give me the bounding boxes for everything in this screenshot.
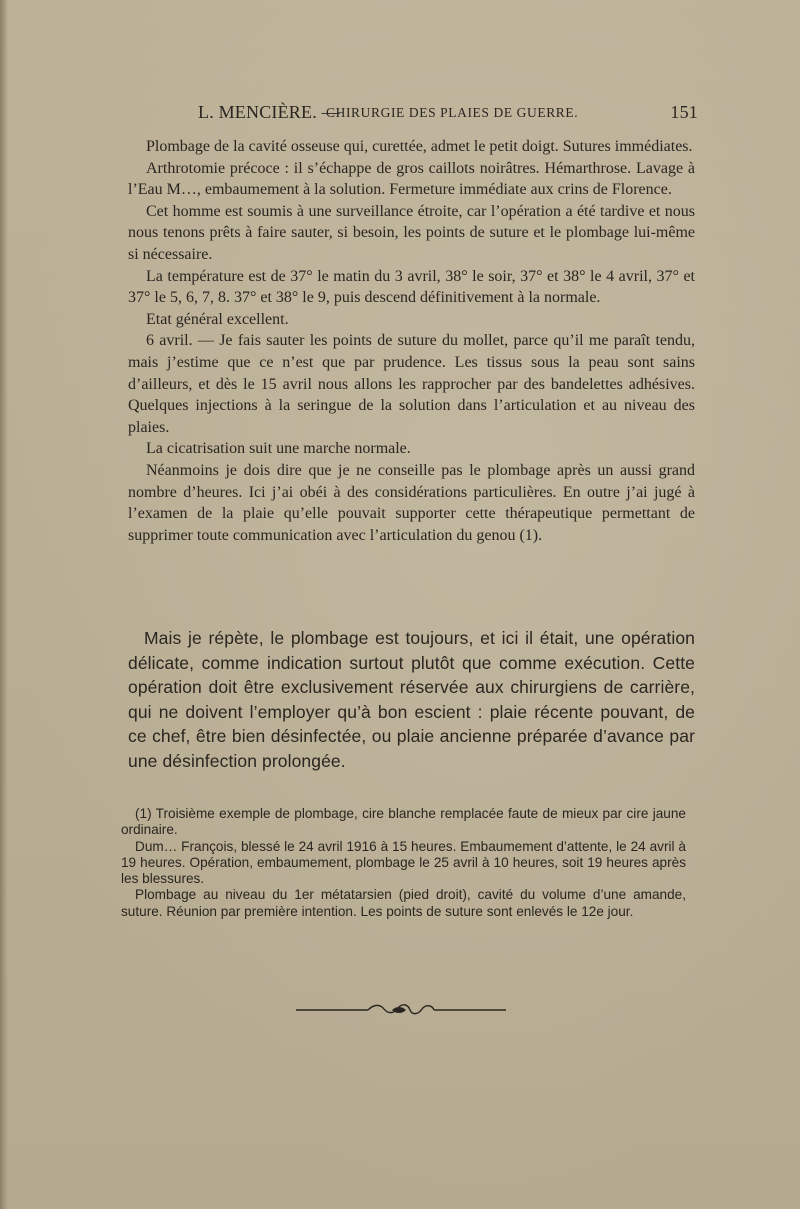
- header-author: L. MENCIÈRE. —: [198, 102, 340, 122]
- running-header: [198, 102, 698, 126]
- paragraph: Plombage de la cavité osseuse qui, curettée, admet le petit doigt. Sutures immédiates.: [146, 138, 693, 155]
- paragraph: Etat général excellent.: [146, 310, 289, 328]
- emphasis-text: [128, 626, 695, 773]
- paragraph: 6 avril. — Je fais sauter les points de suture du mollet, parce qu’il me paraît tendu, mais j’estime que ce n’est que par prudence. Les tissus sous la peau sont sains d’ailleurs, et dès le 15 avril nous allons les rapprocher par des bandelettes adhésives. Quelques injections à la seringue de la solution dans l’articulation et au niveau des plaies.: [128, 332, 695, 436]
- paragraph: La température est de 37° le matin du 3 avril, 38° le soir, 37° et 38° le 4 avril, 37° et 37° le 5, 6, 7, 8. 37° et 38° le 9, puis descend définitivement à la normale.: [128, 267, 695, 307]
- paragraph: La cicatrisation suit une marche normale.: [146, 440, 411, 458]
- flourish-divider-icon: [296, 1000, 506, 1020]
- paragraph-large: Mais je répète, le plombage est toujours, et ici il était, une opération délicate, comme indication surtout plutôt que comme exécution. Cette opération doit être exclusivement réservée aux chirurgiens de carrière, qui ne doivent l’employer qu’à bon escient : plaie récente pouvant, de ce chef, être bien désinfectée, ou plaie ancienne préparée d’avance par une désinfection prolongée.: [128, 628, 695, 771]
- footnote: Dum… François, blessé le 24 avril 1916 à 15 heures. Embaumement d’attente, le 24 avril à 19 heures. Opération, embaumement, plombage le 25 avril à 10 heures, soit 19 heures après les blessures.: [121, 838, 686, 887]
- page-number: 151: [670, 102, 698, 122]
- header-title: CHIRURGIE DES PLAIES DE GUERRE.: [326, 105, 579, 120]
- footnote: (1) Troisième exemple de plombage, cire blanche remplacée faute de mieux par cire jaune ordinaire.: [121, 806, 686, 838]
- paragraph: Néanmoins je dois dire que je ne conseille pas le plombage après un aussi grand nombre d’heures. Ici j’ai obéi à des considérations particulières. En outre j’ai jugé à l’examen de la plaie qu’elle pouvait supporter cette thérapeutique permettant de supprimer toute communication avec l’articulation du genou (1).: [128, 461, 695, 544]
- paragraph: Cet homme est soumis à une surveillance étroite, car l’opération a été tardive et nous nous tenons prêts à faire sauter, si besoin, les points de suture et le plombage lui-même si nécessaire.: [128, 202, 695, 263]
- footnotes: [121, 806, 686, 920]
- binding-edge: [0, 0, 8, 1209]
- footnote: Plombage au niveau du 1er métatarsien (pied droit), cavité du volume d’une amande, suture. Réunion par première intention. Les points de suture sont enlevés le 12e jour.: [121, 887, 686, 919]
- body-text: [128, 136, 695, 546]
- paragraph: Arthrotomie précoce : il s’échappe de gros caillots noirâtres. Hémarthrose. Lavage à l’Eau M…, embaumement à la solution. Fermeture immédiate aux crins de Florence.: [128, 159, 695, 199]
